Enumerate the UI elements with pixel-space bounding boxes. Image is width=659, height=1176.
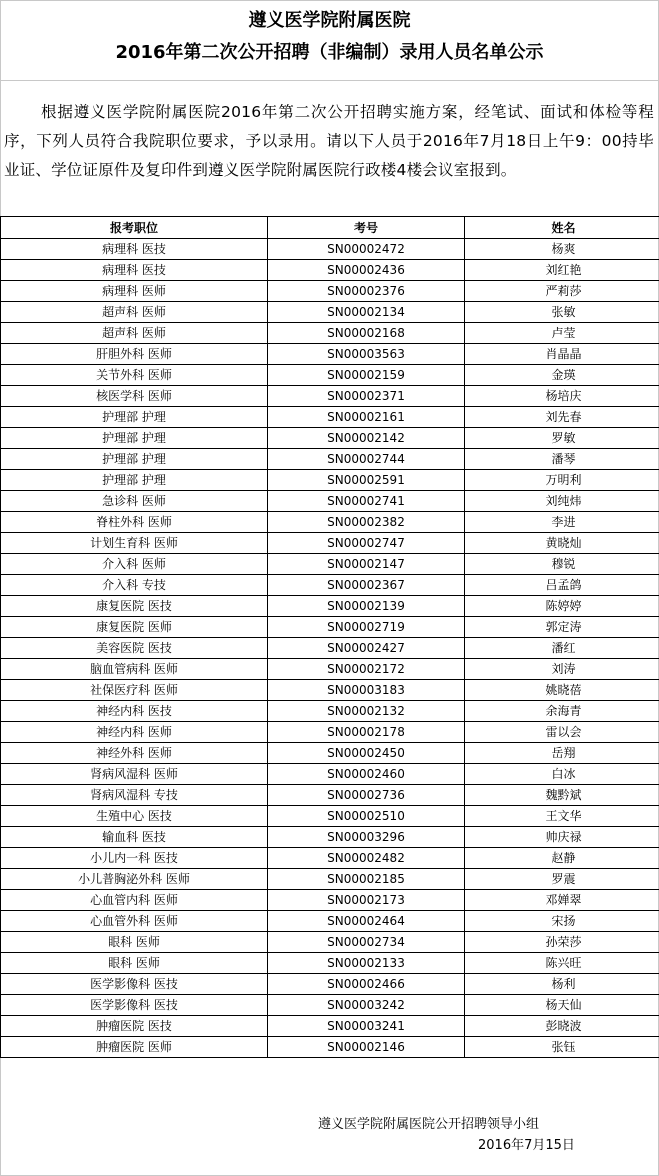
signature-date: 2016年7月15日 <box>478 1138 575 1153</box>
page-subtitle: 2016年第二次公开招聘（非编制）录用人员名单公示 <box>115 42 544 63</box>
table-row <box>1 491 659 512</box>
table-row <box>1 449 659 470</box>
table-row <box>1 911 659 932</box>
position-cell: 眼科 医师 <box>1 953 268 974</box>
column-header-exam-number: 考号 <box>268 217 465 239</box>
position-cell: 肝胆外科 医师 <box>1 344 268 365</box>
table-row <box>1 995 659 1016</box>
exam-number-cell: SN00002367 <box>268 575 465 596</box>
exam-number-cell: SN00003296 <box>268 827 465 848</box>
table-row <box>1 1037 659 1058</box>
table-row <box>1 869 659 890</box>
name-cell: 潘红 <box>465 638 659 659</box>
exam-number-cell: SN00002464 <box>268 911 465 932</box>
table-row <box>1 323 659 344</box>
hire-list-table <box>0 216 659 1058</box>
table-row <box>1 239 659 260</box>
name-cell: 潘琴 <box>465 449 659 470</box>
position-cell: 护理部 护理 <box>1 428 268 449</box>
name-cell: 魏黔斌 <box>465 785 659 806</box>
exam-number-cell: SN00002460 <box>268 764 465 785</box>
name-cell: 白冰 <box>465 764 659 785</box>
table-row <box>1 281 659 302</box>
exam-number-cell: SN00002591 <box>268 470 465 491</box>
name-cell: 罗敏 <box>465 428 659 449</box>
table-row <box>1 890 659 911</box>
position-cell: 小儿普胸泌外科 医师 <box>1 869 268 890</box>
table-row <box>1 638 659 659</box>
exam-number-cell: SN00003183 <box>268 680 465 701</box>
table-row <box>1 848 659 869</box>
exam-number-cell: SN00002371 <box>268 386 465 407</box>
name-cell: 李进 <box>465 512 659 533</box>
table-row <box>1 575 659 596</box>
table-row <box>1 764 659 785</box>
exam-number-cell: SN00003241 <box>268 1016 465 1037</box>
table-row <box>1 554 659 575</box>
position-cell: 超声科 医师 <box>1 323 268 344</box>
exam-number-cell: SN00003242 <box>268 995 465 1016</box>
table-row <box>1 407 659 428</box>
exam-number-cell: SN00002436 <box>268 260 465 281</box>
table-row <box>1 386 659 407</box>
name-cell: 余海青 <box>465 701 659 722</box>
exam-number-cell: SN00002450 <box>268 743 465 764</box>
name-cell: 陈兴旺 <box>465 953 659 974</box>
position-cell: 核医学科 医师 <box>1 386 268 407</box>
position-cell: 病理科 医技 <box>1 260 268 281</box>
position-cell: 社保医疗科 医师 <box>1 680 268 701</box>
exam-number-cell: SN00002146 <box>268 1037 465 1058</box>
exam-number-cell: SN00002132 <box>268 701 465 722</box>
table-row <box>1 701 659 722</box>
table-row <box>1 974 659 995</box>
table-row <box>1 260 659 281</box>
table-row <box>1 785 659 806</box>
exam-number-cell: SN00002382 <box>268 512 465 533</box>
position-cell: 脑血管病科 医师 <box>1 659 268 680</box>
name-cell: 刘红艳 <box>465 260 659 281</box>
exam-number-cell: SN00002741 <box>268 491 465 512</box>
exam-number-cell: SN00002168 <box>268 323 465 344</box>
table-row <box>1 302 659 323</box>
position-cell: 生殖中心 医技 <box>1 806 268 827</box>
table-row <box>1 365 659 386</box>
position-cell: 心血管内科 医师 <box>1 890 268 911</box>
position-cell: 肿瘤医院 医技 <box>1 1016 268 1037</box>
table-row <box>1 722 659 743</box>
exam-number-cell: SN00002159 <box>268 365 465 386</box>
exam-number-cell: SN00002173 <box>268 890 465 911</box>
column-header-position: 报考职位 <box>1 217 268 239</box>
position-cell: 心血管外科 医师 <box>1 911 268 932</box>
position-cell: 医学影像科 医技 <box>1 974 268 995</box>
exam-number-cell: SN00002734 <box>268 932 465 953</box>
position-cell: 肾病风湿科 医师 <box>1 764 268 785</box>
name-cell: 刘纯炜 <box>465 491 659 512</box>
position-cell: 脊柱外科 医师 <box>1 512 268 533</box>
exam-number-cell: SN00002147 <box>268 554 465 575</box>
position-cell: 急诊科 医师 <box>1 491 268 512</box>
table-row <box>1 344 659 365</box>
table-row <box>1 743 659 764</box>
exam-number-cell: SN00002185 <box>268 869 465 890</box>
name-cell: 肖晶晶 <box>465 344 659 365</box>
exam-number-cell: SN00002142 <box>268 428 465 449</box>
position-cell: 神经内科 医师 <box>1 722 268 743</box>
name-cell: 彭晓波 <box>465 1016 659 1037</box>
name-cell: 雷以会 <box>465 722 659 743</box>
name-cell: 黄晓灿 <box>465 533 659 554</box>
column-header-name: 姓名 <box>465 217 659 239</box>
position-cell: 神经外科 医师 <box>1 743 268 764</box>
position-cell: 介入科 医师 <box>1 554 268 575</box>
name-cell: 帅庆禄 <box>465 827 659 848</box>
name-cell: 陈婷婷 <box>465 596 659 617</box>
table-row <box>1 680 659 701</box>
name-cell: 姚晓蓓 <box>465 680 659 701</box>
name-cell: 宋扬 <box>465 911 659 932</box>
signature-organization: 遵义医学院附属医院公开招聘领导小组 <box>318 1117 540 1132</box>
name-cell: 刘先春 <box>465 407 659 428</box>
position-cell: 小儿内一科 医技 <box>1 848 268 869</box>
table-row <box>1 470 659 491</box>
position-cell: 病理科 医师 <box>1 281 268 302</box>
exam-number-cell: SN00002427 <box>268 638 465 659</box>
name-cell: 杨爽 <box>465 239 659 260</box>
name-cell: 张敏 <box>465 302 659 323</box>
position-cell: 超声科 医师 <box>1 302 268 323</box>
name-cell: 严莉莎 <box>465 281 659 302</box>
name-cell: 吕孟鸽 <box>465 575 659 596</box>
position-cell: 输血科 医技 <box>1 827 268 848</box>
exam-number-cell: SN00002134 <box>268 302 465 323</box>
position-cell: 肾病风湿科 专技 <box>1 785 268 806</box>
name-cell: 邓婵翠 <box>465 890 659 911</box>
table-row <box>1 827 659 848</box>
page-title: 遵义医学院附属医院 <box>248 10 411 31</box>
table-row <box>1 932 659 953</box>
name-cell: 杨培庆 <box>465 386 659 407</box>
exam-number-cell: SN00002744 <box>268 449 465 470</box>
position-cell: 病理科 医技 <box>1 239 268 260</box>
position-cell: 关节外科 医师 <box>1 365 268 386</box>
position-cell: 护理部 护理 <box>1 470 268 491</box>
position-cell: 康复医院 医技 <box>1 596 268 617</box>
exam-number-cell: SN00002172 <box>268 659 465 680</box>
name-cell: 张钰 <box>465 1037 659 1058</box>
name-cell: 卢莹 <box>465 323 659 344</box>
divider <box>1 80 658 81</box>
exam-number-cell: SN00002510 <box>268 806 465 827</box>
name-cell: 穆锐 <box>465 554 659 575</box>
intro-paragraph: 根据遵义医学院附属医院2016年第二次公开招聘实施方案，经笔试、面试和体检等程序，下列人员符合我院职位要求，予以录用。请以下人员于2016年7月18日上午9：00持毕业证、学位证原件及复印件到遵义医学院附属医院行政楼4楼会议室报到。 <box>4 103 654 179</box>
exam-number-cell: SN00002139 <box>268 596 465 617</box>
exam-number-cell: SN00002376 <box>268 281 465 302</box>
position-cell: 肿瘤医院 医师 <box>1 1037 268 1058</box>
exam-number-cell: SN00002161 <box>268 407 465 428</box>
table-row <box>1 617 659 638</box>
exam-number-cell: SN00002472 <box>268 239 465 260</box>
name-cell: 赵静 <box>465 848 659 869</box>
name-cell: 孙荣莎 <box>465 932 659 953</box>
exam-number-cell: SN00003563 <box>268 344 465 365</box>
table-row <box>1 1016 659 1037</box>
position-cell: 护理部 护理 <box>1 449 268 470</box>
exam-number-cell: SN00002178 <box>268 722 465 743</box>
table-row <box>1 596 659 617</box>
position-cell: 医学影像科 医技 <box>1 995 268 1016</box>
position-cell: 介入科 专技 <box>1 575 268 596</box>
exam-number-cell: SN00002736 <box>268 785 465 806</box>
exam-number-cell: SN00002466 <box>268 974 465 995</box>
table-row <box>1 806 659 827</box>
exam-number-cell: SN00002133 <box>268 953 465 974</box>
position-cell: 计划生育科 医师 <box>1 533 268 554</box>
position-cell: 神经内科 医技 <box>1 701 268 722</box>
table-row <box>1 533 659 554</box>
exam-number-cell: SN00002719 <box>268 617 465 638</box>
position-cell: 护理部 护理 <box>1 407 268 428</box>
table-row <box>1 953 659 974</box>
name-cell: 杨利 <box>465 974 659 995</box>
table-row <box>1 512 659 533</box>
name-cell: 杨天仙 <box>465 995 659 1016</box>
position-cell: 眼科 医师 <box>1 932 268 953</box>
table-row <box>1 659 659 680</box>
exam-number-cell: SN00002747 <box>268 533 465 554</box>
table-row <box>1 428 659 449</box>
exam-number-cell: SN00002482 <box>268 848 465 869</box>
name-cell: 金瑛 <box>465 365 659 386</box>
name-cell: 刘涛 <box>465 659 659 680</box>
name-cell: 万明利 <box>465 470 659 491</box>
name-cell: 王文华 <box>465 806 659 827</box>
table-header-row <box>1 217 659 239</box>
name-cell: 岳翔 <box>465 743 659 764</box>
name-cell: 郭定涛 <box>465 617 659 638</box>
position-cell: 康复医院 医师 <box>1 617 268 638</box>
position-cell: 美容医院 医技 <box>1 638 268 659</box>
table-body <box>1 239 659 1058</box>
name-cell: 罗震 <box>465 869 659 890</box>
